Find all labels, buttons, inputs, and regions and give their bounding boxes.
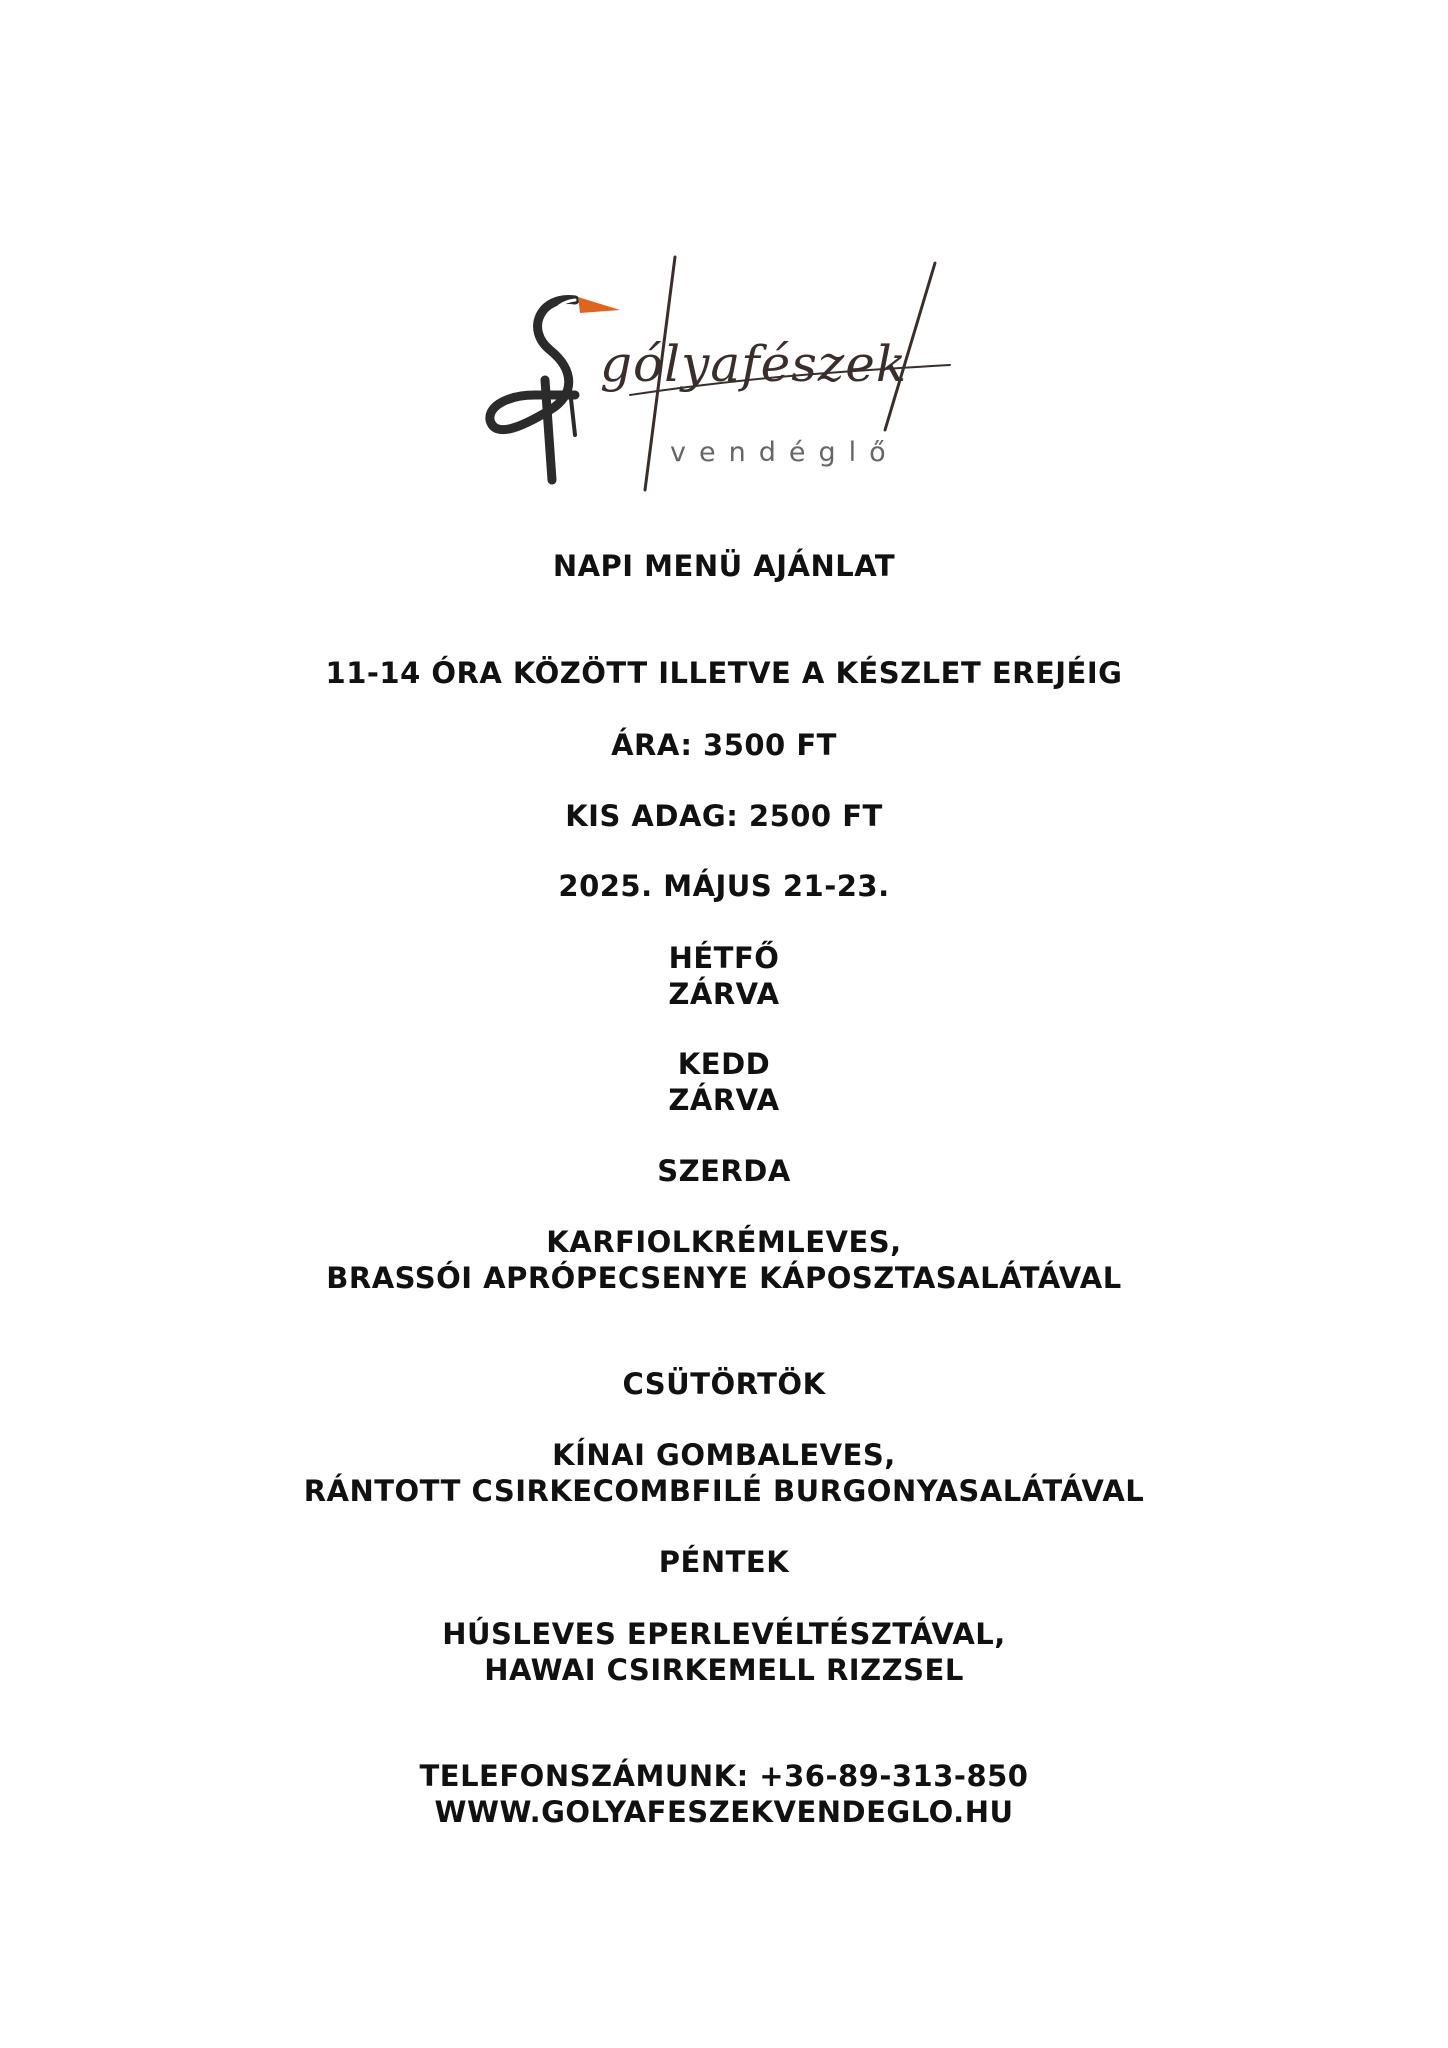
monday-closed: ZÁRVA [668,977,780,1011]
thursday-main: RÁNTOTT CSIRKECOMBFILÉ BURGONYASALÁTÁVAL [303,1474,1145,1508]
thursday-soup: KÍNAI GOMBALEVES, [552,1438,896,1472]
phone-number: TELEFONSZÁMUNK: +36-89-313-850 [419,1759,1029,1793]
logo-wordmark: gólyafészek [600,335,908,393]
serving-hours: 11-14 ÓRA KÖZÖTT ILLETVE A KÉSZLET EREJÉIG [325,656,1123,690]
website: WWW.GOLYAFESZEKVENDEGLO.HU [434,1795,1014,1829]
day-tuesday: KEDD [677,1047,771,1081]
price: ÁRA: 3500 FT [611,728,837,762]
friday-main: HAWAI CSIRKEMELL RIZZSEL [484,1653,964,1687]
menu-title: NAPI MENÜ AJÁNLAT [552,549,896,583]
day-thursday: CSÜTÖRTÖK [622,1367,826,1401]
day-wednesday: SZERDA [657,1154,791,1188]
wednesday-soup: KARFIOLKRÉMLEVES, [546,1225,902,1259]
logo-subtitle: vendéglő [670,437,899,468]
friday-soup: HÚSLEVES EPERLEVÉLTÉSZTÁVAL, [442,1617,1006,1651]
wednesday-main: BRASSÓI APRÓPECSENYE KÁPOSZTASALÁTÁVAL [326,1261,1122,1295]
day-monday: HÉTFŐ [668,941,780,975]
restaurant-logo [480,255,980,505]
small-portion-price: KIS ADAG: 2500 FT [565,799,883,833]
menu-date: 2025. MÁJUS 21-23. [558,869,890,903]
tuesday-closed: ZÁRVA [668,1083,780,1117]
day-friday: PÉNTEK [658,1545,790,1579]
